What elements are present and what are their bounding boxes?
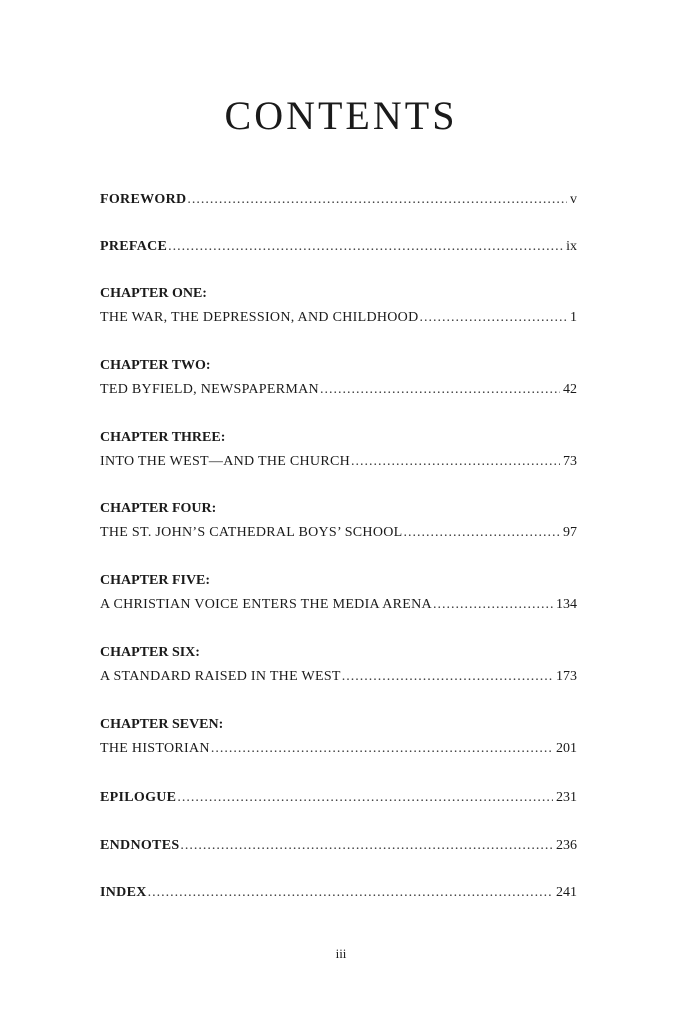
toc-page-number: 201 bbox=[556, 741, 577, 756]
toc-entry-label: PREFACE bbox=[100, 239, 168, 254]
toc-entry-epilogue bbox=[100, 788, 577, 808]
toc-page-number: 241 bbox=[556, 885, 577, 900]
dot-leader bbox=[433, 595, 553, 615]
dot-leader bbox=[320, 380, 560, 400]
toc-page-number: 173 bbox=[556, 669, 577, 684]
toc-entry-chapter-five bbox=[100, 572, 577, 615]
toc-entry-label: TED BYFIELD, NEWSPAPERMAN bbox=[100, 382, 319, 397]
toc-entry-chapter-seven bbox=[100, 716, 577, 759]
chapter-heading: CHAPTER SIX: bbox=[100, 645, 200, 660]
toc-entry-chapter-three bbox=[100, 429, 577, 472]
toc-entry-label: THE WAR, THE DEPRESSION, AND CHILDHOOD bbox=[100, 310, 419, 325]
toc-entry-preface bbox=[100, 237, 577, 257]
toc-page-number: 1 bbox=[570, 310, 577, 325]
dot-leader bbox=[180, 836, 553, 856]
toc-page-number: 97 bbox=[563, 525, 577, 540]
chapter-heading: CHAPTER ONE: bbox=[100, 286, 207, 301]
dot-leader bbox=[187, 190, 567, 210]
page-folio: iii bbox=[335, 946, 347, 961]
dot-leader bbox=[168, 237, 563, 257]
toc-page-number: 236 bbox=[556, 838, 577, 853]
dot-leader bbox=[351, 452, 560, 472]
dot-leader bbox=[211, 739, 553, 759]
toc-entry-label: INDEX bbox=[100, 885, 147, 900]
toc-entry-label: THE HISTORIAN bbox=[100, 741, 210, 756]
dot-leader bbox=[342, 667, 553, 687]
toc-entry-label: THE ST. JOHN’S CATHEDRAL BOYS’ SCHOOL bbox=[100, 525, 403, 540]
chapter-heading: CHAPTER SEVEN: bbox=[100, 717, 224, 732]
toc-page-number: 73 bbox=[563, 454, 577, 469]
toc-entry-label: ENDNOTES bbox=[100, 838, 180, 853]
toc-entry-label: A STANDARD RAISED IN THE WEST bbox=[100, 669, 341, 684]
toc-entry-chapter-two bbox=[100, 357, 577, 400]
page-title: CONTENTS bbox=[224, 93, 458, 138]
toc-entry-endnotes bbox=[100, 836, 577, 856]
toc-page-number: v bbox=[570, 192, 577, 207]
chapter-heading: CHAPTER THREE: bbox=[100, 430, 226, 445]
toc-entry-chapter-one bbox=[100, 285, 577, 328]
toc-entry-index bbox=[100, 883, 577, 903]
chapter-heading: CHAPTER FIVE: bbox=[100, 573, 211, 588]
toc-entry-chapter-four bbox=[100, 500, 577, 543]
dot-leader bbox=[404, 523, 560, 543]
dot-leader bbox=[177, 788, 553, 808]
toc-page-number: 134 bbox=[556, 597, 577, 612]
dot-leader bbox=[148, 883, 553, 903]
chapter-heading: CHAPTER TWO: bbox=[100, 358, 211, 373]
toc-entry-label: FOREWORD bbox=[100, 192, 187, 207]
toc-page-number: 42 bbox=[563, 382, 577, 397]
toc-entry-label: A CHRISTIAN VOICE ENTERS THE MEDIA ARENA bbox=[100, 597, 432, 612]
dot-leader bbox=[420, 308, 568, 328]
toc-entry-chapter-six bbox=[100, 644, 577, 687]
toc-entry-foreword bbox=[100, 190, 577, 210]
toc-entry-label: INTO THE WEST—AND THE CHURCH bbox=[100, 454, 351, 469]
toc-entry-label: EPILOGUE bbox=[100, 790, 177, 805]
toc-page-number: ix bbox=[566, 239, 577, 254]
chapter-heading: CHAPTER FOUR: bbox=[100, 501, 217, 516]
toc-page-number: 231 bbox=[556, 790, 577, 805]
